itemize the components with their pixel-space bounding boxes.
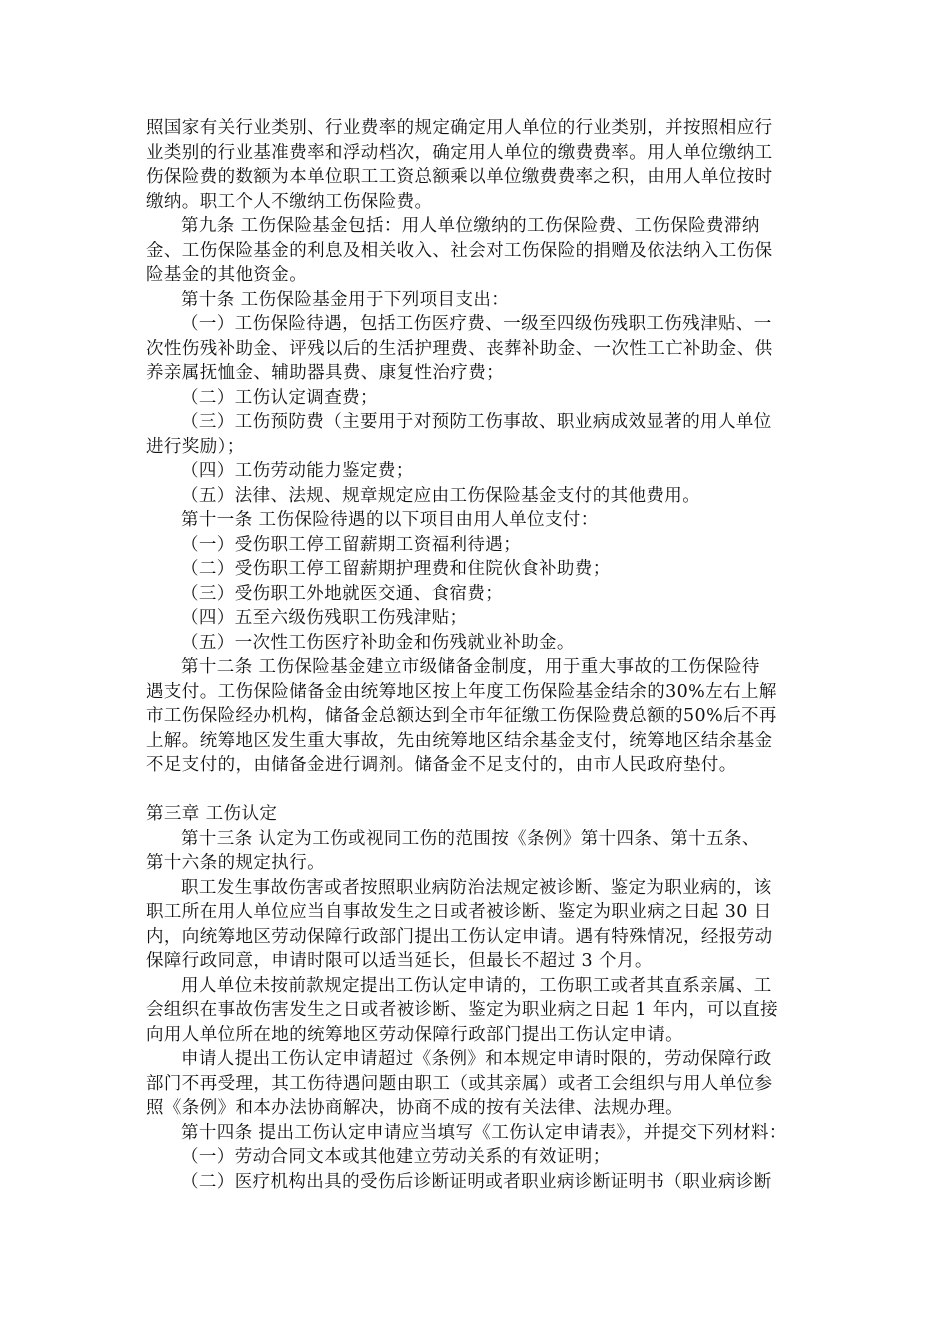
text-line: （三）工伤预防费（主要用于对预防工伤事故、职业病成效显著的用人单位: [181, 412, 772, 432]
text-line: 用人单位未按前款规定提出工伤认定申请的，工伤职工或者其直系亲属、工: [181, 975, 772, 996]
text-line: 职工发生事故伤害或者按照职业病防治法规定被诊断、鉴定为职业病的，该: [181, 877, 772, 898]
text-line: 不足支付的，由储备金进行调剂。储备金不足支付的，由市人民政府垫付。: [146, 755, 737, 775]
text-line: 第十条 工伤保险基金用于下列项目支出：: [181, 289, 510, 310]
text-line: （四）五至六级伤残职工伤残津贴；: [181, 608, 468, 628]
text-line: 保障行政同意，申请时限可以适当延长，但最长不超过 3 个月。: [146, 951, 653, 971]
chapter-heading: 第三章 工伤认定: [146, 804, 278, 824]
text-line: 上解。统筹地区发生重大事故，先由统筹地区结余基金支付，统筹地区结余基金: [146, 730, 773, 751]
text-line: （三）受伤职工外地就医交通、食宿费；: [181, 583, 504, 604]
text-line: （一）受伤职工停工留薪期工资福利待遇；: [181, 534, 522, 555]
text-line: 险基金的其他资金。: [146, 265, 308, 285]
text-line: （二）医疗机构出具的受伤后诊断证明或者职业病诊断证明书（职业病诊断: [181, 1171, 772, 1192]
text-line: 第十一条 工伤保险待遇的以下项目由用人单位支付：: [181, 510, 599, 530]
text-line: 部门不再受理，其工伤待遇问题由职工（或其亲属）或者工会组织与用人单位参: [146, 1073, 773, 1094]
text-line: 内，向统筹地区劳动保障行政部门提出工伤认定申请。遇有特殊情况，经报劳动: [146, 926, 773, 947]
text-line: 照国家有关行业类别、行业费率的规定确定用人单位的行业类别，并按照相应行: [146, 118, 773, 138]
text-line: 申请人提出工伤认定申请超过《条例》和本规定申请时限的，劳动保障行政: [181, 1049, 772, 1069]
text-line: 第九条 工伤保险基金包括：用人单位缴纳的工伤保险费、工伤保险费滞纳: [181, 216, 760, 236]
text-line: 遇支付。工伤保险储备金由统筹地区按上年度工伤保险基金结余的30%左右上解: [146, 681, 777, 702]
text-line: （四）工伤劳动能力鉴定费；: [181, 461, 414, 481]
text-line: 职工所在用人单位应当自事故发生之日或者被诊断、鉴定为职业病之日起 30 日: [146, 902, 772, 922]
text-line: （五）一次性工伤医疗补助金和伤残就业补助金。: [181, 632, 575, 653]
text-line: 会组织在事故伤害发生之日或者被诊断、鉴定为职业病之日起 1 年内，可以直接: [146, 1000, 779, 1020]
text-line: 第十六条的规定执行。: [146, 853, 325, 873]
text-line: 伤保险费的数额为本单位职工工资总额乘以单位缴费费率之积，由用人单位按时: [146, 167, 773, 187]
text-line: （一）工伤保险待遇，包括工伤医疗费、一级至四级伤残职工伤残津贴、一: [181, 314, 772, 334]
text-line: 照《条例》和本办法协商解决，协商不成的按有关法律、法规办理。: [146, 1098, 683, 1118]
text-line: （一）劳动合同文本或其他建立劳动关系的有效证明；: [181, 1147, 611, 1167]
text-line: 进行奖励）；: [146, 436, 245, 457]
text-line: 金、工伤保险基金的利息及相关收入、社会对工伤保险的捐赠及依法纳入工伤保: [146, 240, 773, 261]
text-line: 养亲属抚恤金、辅助器具费、康复性治疗费；: [146, 363, 504, 383]
text-line: （五）法律、法规、规章规定应由工伤保险基金支付的其他费用。: [181, 485, 701, 506]
text-line: 第十三条 认定为工伤或视同工伤的范围按《条例》第十四条、第十五条、: [181, 828, 760, 849]
text-line: 向用人单位所在地的统筹地区劳动保障行政部门提出工伤认定申请。: [146, 1024, 683, 1045]
text-line: 第十四条 提出工伤认定申请应当填写《工伤认定申请表》，并提交下列材料：: [181, 1122, 787, 1143]
blank-line: [146, 778, 810, 803]
text-line: 第十二条 工伤保险基金建立市级储备金制度，用于重大事故的工伤保险待: [181, 657, 760, 677]
text-line: （二）受伤职工停工留薪期护理费和住院伙食补助费；: [181, 559, 611, 579]
text-line: （二）工伤认定调查费；: [181, 387, 378, 408]
text-line: 缴纳。职工个人不缴纳工伤保险费。: [146, 191, 433, 212]
text-line: 业类别的行业基准费率和浮动档次，确定用人单位的缴费费率。用人单位缴纳工: [146, 142, 773, 163]
text-line: 市工伤保险经办机构，储备金总额达到全市年征缴工伤保险费总额的50%后不再: [146, 706, 777, 726]
text-line: 次性伤残补助金、评残以后的生活护理费、丧葬补助金、一次性工亡补助金、供: [146, 338, 773, 359]
